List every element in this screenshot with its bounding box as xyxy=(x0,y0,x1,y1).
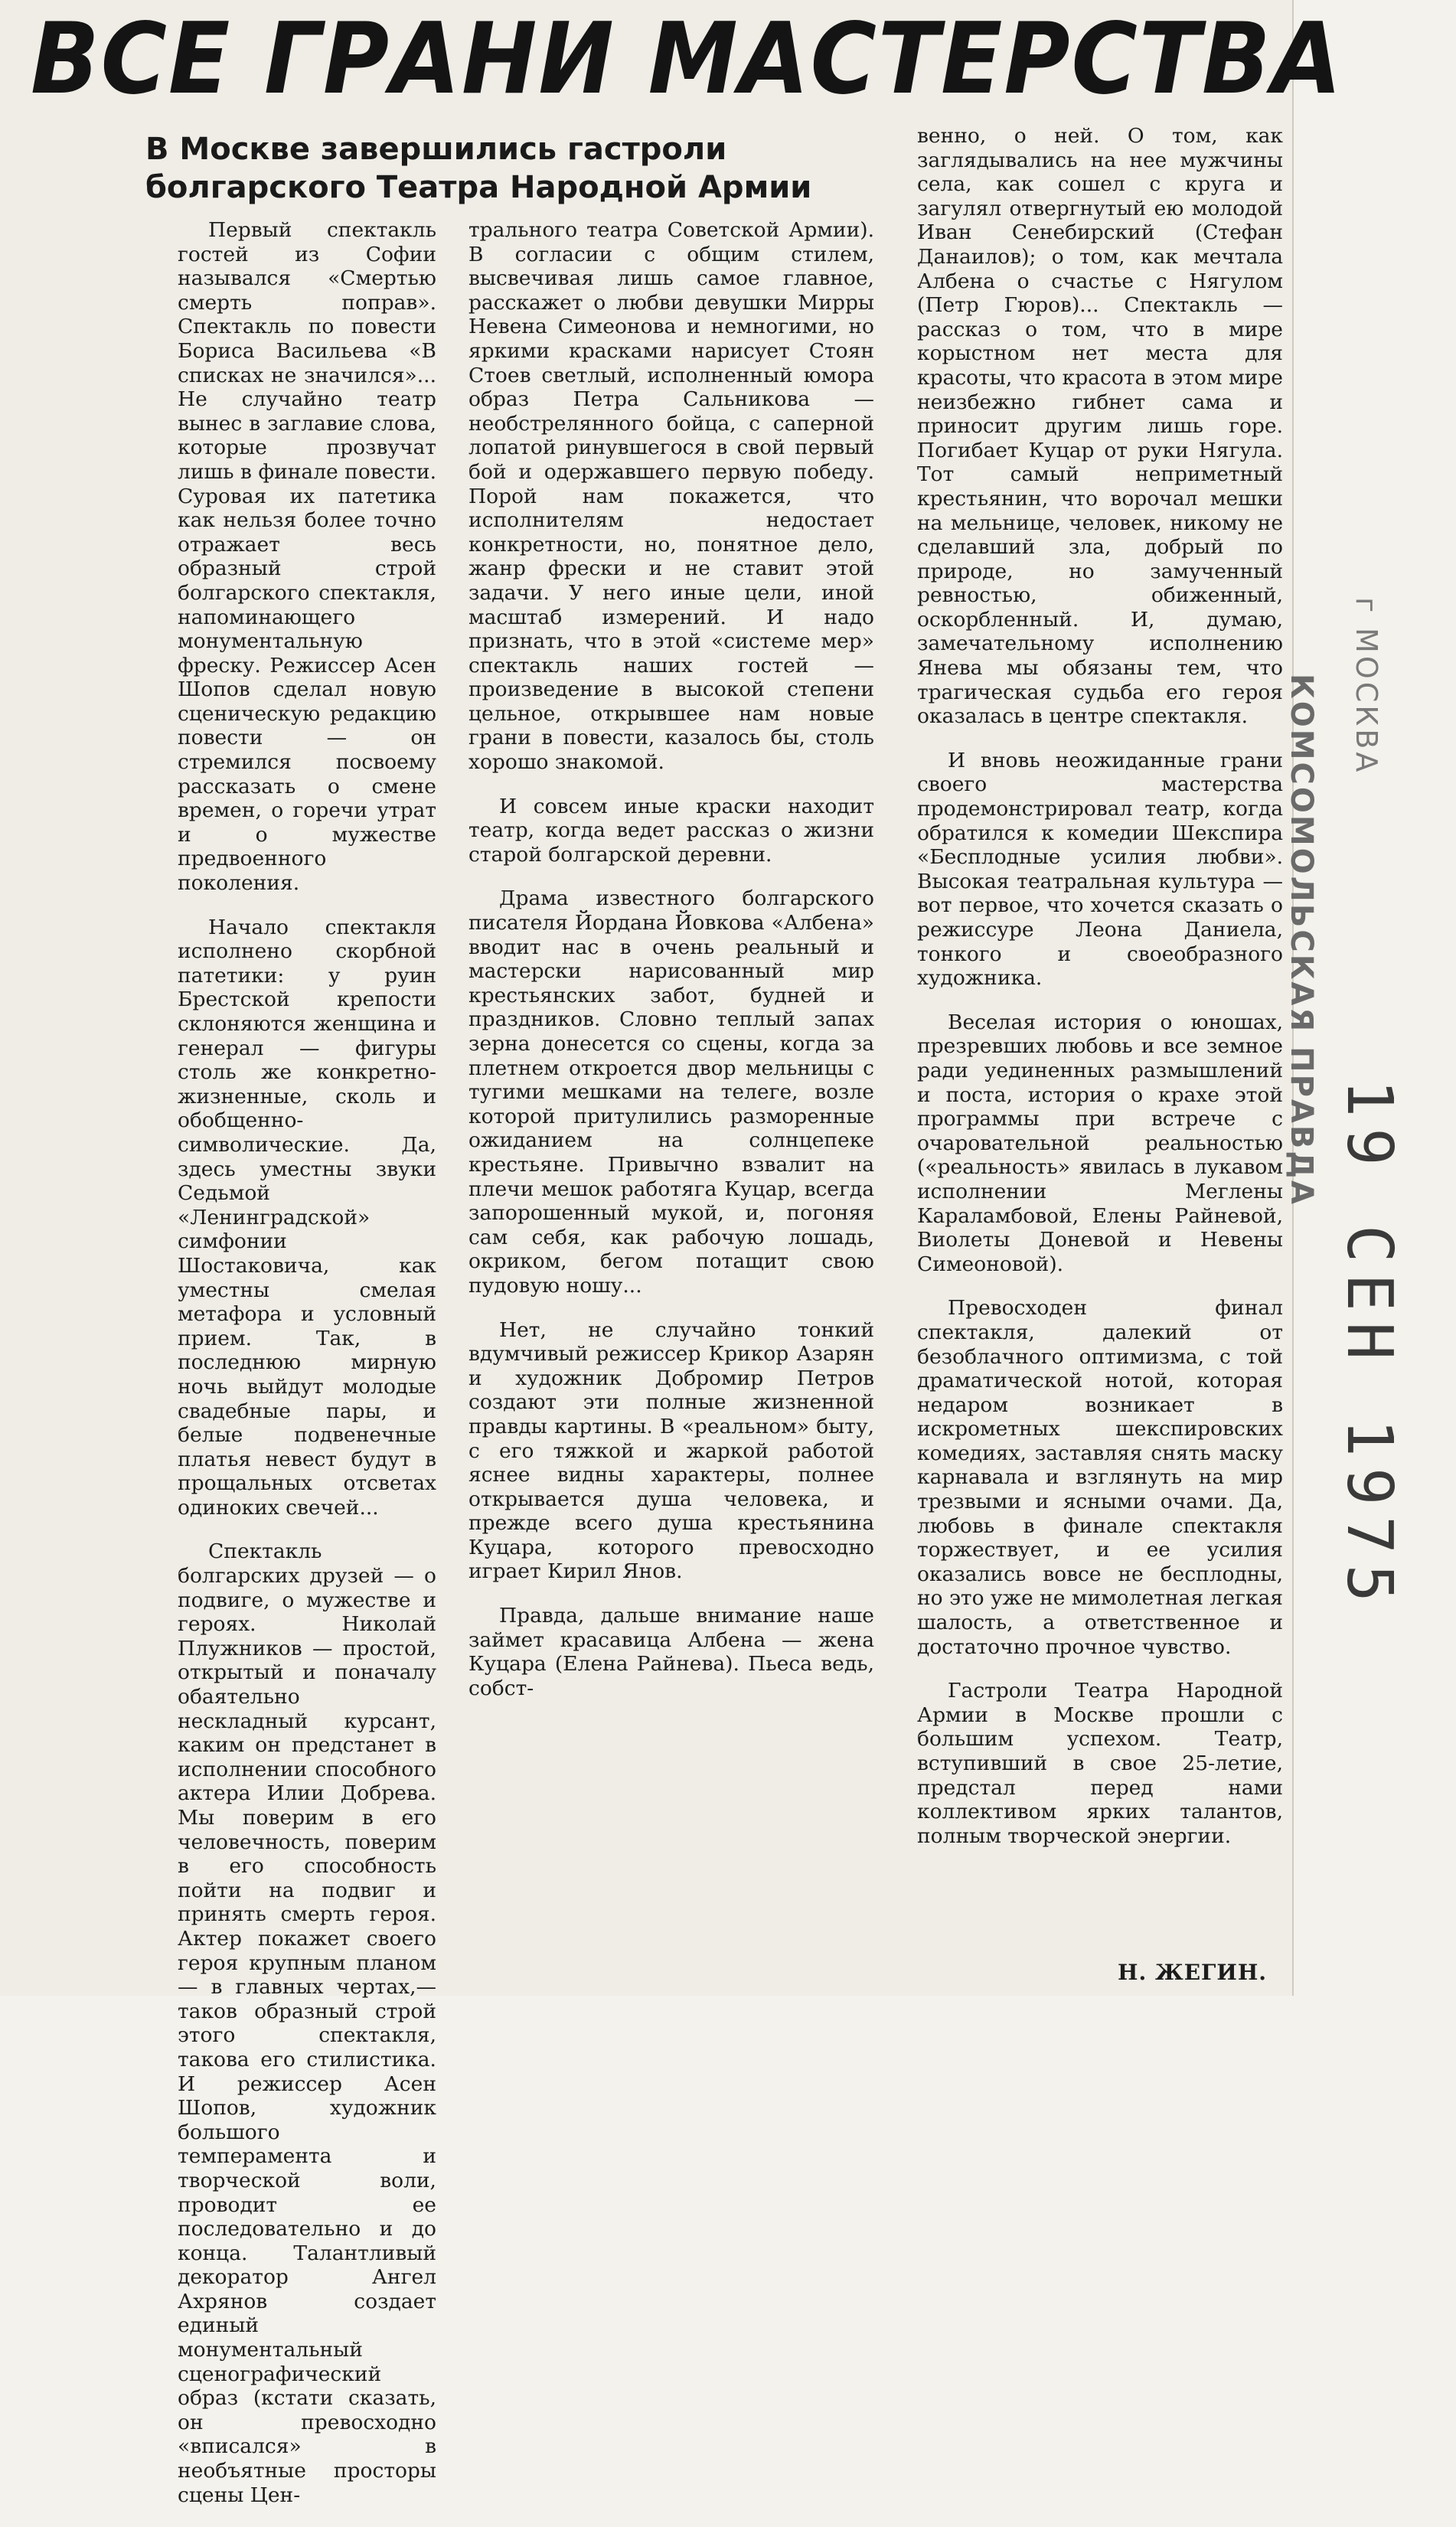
city-stamp: г МОСКВА xyxy=(1350,597,1383,775)
column-1 xyxy=(178,218,436,2527)
paragraph: Превосходен финал спектакля, далекий от безоблачного оптимизма, с той драматической нотой, которая недаром возникает в искрометных шекспировских комедиях, заставляя снять маску карнавала и взглянуть на мир трезвыми и ясными очами. Да, любовь в финале спектакля торжествует, и ее усилия оказались вовсе не бесплодны, но это уже не мимолетная легкая шалость, а ответственное и достаточно прочное чувство. xyxy=(917,1296,1283,1659)
paragraph: И совсем иные краски находит театр, когда ведет рассказ о жизни старой болгарской деревни. xyxy=(468,794,874,867)
date-stamp: 19 СЕН 1975 xyxy=(1333,1079,1405,1614)
subheadline: В Москве завершились гастроли болгарского Театра Народной Армии xyxy=(145,132,812,205)
paragraph: Гастроли Театра Народной Армии в Москве прошли с большим успехом. Театр, вступивший в свое 25-летие, предстал перед нами коллективом ярких талантов, полным творческой энергии. xyxy=(917,1679,1283,1848)
source-stamp: КОМСОМОЛЬСКАЯ ПРАВДА xyxy=(1284,674,1319,1206)
paragraph: Веселая история о юношах, презревших любовь и все земное ради уединенных размышлений и поста, история о крахе этой программы при встрече с очаровательной реальностью («реальность» явилась в лукавом исполнении Меглены Караламбовой, Елены Райневой, Виолеты Доневой и Невены Симеоновой). xyxy=(917,1010,1283,1276)
paragraph: И вновь неожиданные грани своего мастерства продемонстрировал театр, когда обратился к комедии Шекспира «Бесплодные усилия любви». Высокая театральная культура — вот первое, что хочется сказать о режиссуре Леона Даниела, тонкого и своеобразного художника. xyxy=(917,748,1283,991)
paragraph: венно, о ней. О том, как заглядывались на нее мужчины села, как сошел с круга и загулял отвергнутый ею молодой Иван Сенебирский (Стефан Данаилов); о том, как мечтала Албена о счастье с Нягулом (Петр Гюров)... Спектакль — рассказ о том, что в мире корыстном нет места для красоты, что красота в этом мире неизбежно гибнет сама и приносит другим лишь горе. Погибает Куцар от руки Нягула. Тот самый неприметный крестьянин, что ворочал мешки на мельнице, человек, никому не сделавший зла, добрый по природе, но замученный ревностью, обиженный, оскорбленный. И, думаю, замечательному исполнению Янева мы обязаны тем, что трагическая судьба его героя оказалась в центре спектакля. xyxy=(917,124,1283,729)
paragraph: Правда, дальше внимание наше займет красавица Албена — жена Куцара (Елена Райнева). Пьеса ведь, собст- xyxy=(468,1604,874,1700)
paragraph: Нет, не случайно тонкий вдумчивый режиссер Крикор Азарян и художник Добромир Петров создают эти полные жизненной правды картины. В «реальном» быту, с его тяжкой и жаркой работой яснее видны характеры, полнее открывается душа человека, и прежде всего душа крестьянина Куцара, которого превосходно играет Кирил Янов. xyxy=(468,1317,874,1584)
paragraph: Драма известного болгарского писателя Йордана Йовкова «Албена» вводит нас в очень реальный и мастерски нарисованный мир крестьянских забот, будней и праздников. Словно теплый запах зерна донесется со сцены, когда за плетнем откроется двор мельницы с тугими мешками на телеге, возле которой притулились разморенные ожиданием на солнцепеке крестьяне. Привычно взвалит на плечи мешок работяга Куцар, всегда запорошенный мукой, и, погоняя сам себя, как рабочую лошадь, окриком, бегом потащит свою пудовую ношу... xyxy=(468,886,874,1298)
author-signature: Н. ЖЕГИН. xyxy=(1118,1960,1268,1985)
column-3 xyxy=(917,124,1283,1868)
paragraph: Начало спектакля исполнено скорбной патетики: у руин Брестской крепости склоняются женщина и генерал — фигуры столь же конкретно-жизненные, сколь и обобщенно-символические. Да, здесь уместны звуки Седьмой «Ленинградской» симфонии Шостаковича, как уместны смелая метафора и условный прием. Так, в последнюю мирную ночь выйдут молодые свадебные пары, и белые подвенечные платья невест будут в прощальных отсветах одиноких свечей... xyxy=(178,915,436,1520)
headline: ВСЕ ГРАНИ МАСТЕРСТВА xyxy=(31,2,1343,116)
paragraph: трального театра Советской Армии). В согласии с общим стилем, высвечивая лишь самое главное, расскажет о любви девушки Мирры Невена Симеонова и немногими, но яркими красками нарисует Стоян Стоев светлый, исполненный юмора образ Петра Сальникова — необстрелянного бойца, с саперной лопатой ринувшегося в свой первый бой и одержавшего первую победу. Порой нам покажется, что исполнителям недостает конкретности, но, понятное дело, жанр фрески и не ставит этой задачи. У него иные цели, иной масштаб измерений. И надо признать, что в этой «системе мер» спектакль наших гостей — произведение в высокой степени цельное, открывшее нам новые грани в повести, казалось бы, столь хорошо знакомой. xyxy=(468,218,874,775)
column-2 xyxy=(468,218,874,1720)
paragraph: Спектакль болгарских друзей — о подвиге, о мужестве и героях. Николай Плужников — простой, открытый и поначалу обаятельно нескладный курсант, каким он предстанет в исполнении способного актера Илии Добрева. Мы поверим в его человечность, поверим в его способность пойти на подвиг и принять смерть героя. Актер покажет своего героя крупным планом — в главных чертах,— таков образный строй этого спектакля, такова его стилистика. И режиссер Асен Шопов, художник большого темперамента и творческой воли, проводит ее последовательно и до конца. Талантливый декоратор Ангел Ахрянов создает единый монументальный сценографический образ (кстати сказать, он превосходно «вписался» в необъятные просторы сцены Цен- xyxy=(178,1539,436,2507)
paragraph: Первый спектакль гостей из Софии назывался «Смертью смерть поправ». Спектакль по повести Бориса Васильева «В списках не значился»... Не случайно театр вынес в заглавие слова, которые прозвучат лишь в финале повести. Суровая их патетика как нельзя более точно отражает весь образный строй болгарского спектакля, напоминающего монументальную фреску. Режиссер Асен Шопов сделал новую сценическую редакцию повести — он стремился посвоему рассказать о смене времен, о горечи утрат и о мужестве предвоенного поколения. xyxy=(178,218,436,896)
